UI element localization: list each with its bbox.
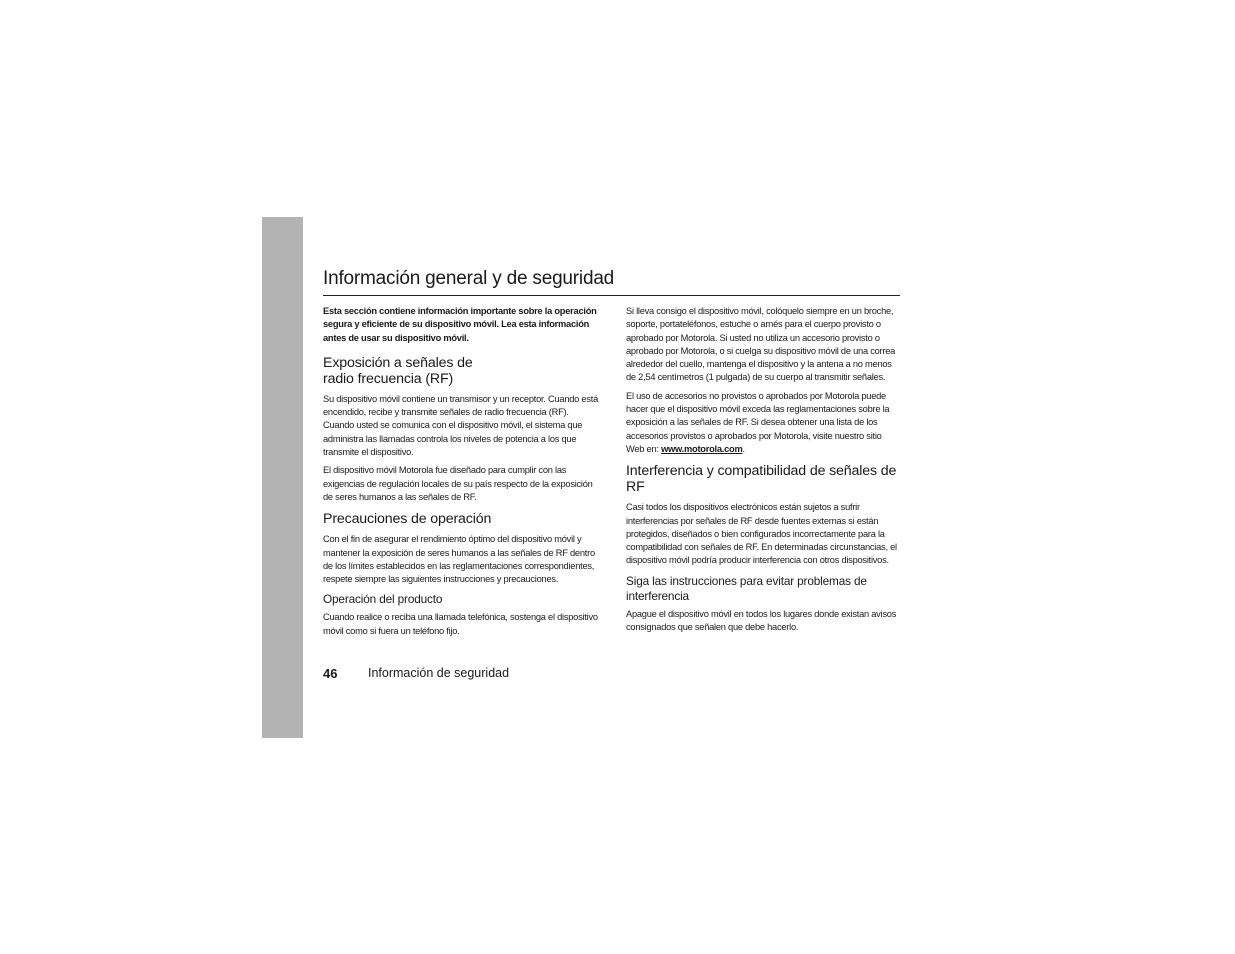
operation-paragraph: Cuando realice o reciba una llamada telefónica, sostenga el dispositivo móvil como si fuera un teléfono fijo. [323,612,598,636]
footer-section-title: Información de seguridad [368,666,510,680]
instructions-heading: Siga las instrucciones para evitar problemas de interferencia [626,573,867,603]
motorola-website-link[interactable]: www.motorola.com [661,443,743,454]
intro-paragraph: Esta sección contiene información importante sobre la operación segura y eficiente de su dispositivo móvil. Lea esta información antes de usar su dispositivo móvil. [323,306,597,343]
period: . [742,443,745,454]
left-column [323,305,599,643]
right-column [626,305,902,639]
interference-heading: Interferencia y compatibilidad de señales de RF [626,463,897,496]
side-tab [262,217,303,738]
operation-heading: Operación del producto [323,592,443,607]
rf-paragraph-1: Su dispositivo móvil contiene un transmisor y un receptor. Cuando está encendido, recibe y transmite señales de radio frecuencia (RF). Cuando usted se comunica con el dispositivo móvil, el sistema que administra las llamadas controla los niveles de potencia a los que transmite el dispositivo. [323,393,598,458]
precautions-paragraph: Con el fin de asegurar el rendimiento óptimo del dispositivo móvil y mantener la exposición de seres humanos a las señales de RF dentro de los límites establecidos en las reglamentaciones correspondientes, respete siempre las siguientes instrucciones y precauciones. [323,534,595,585]
instructions-paragraph: Apague el dispositivo móvil en todos los lugares donde existan avisos consignados que señalen que debe hacerlo. [626,608,897,633]
rf-paragraph-2: El dispositivo móvil Motorola fue diseñado para cumplir con las exigencias de regulación locales de su país respecto de la exposición de seres humanos a las señales de RF. [323,465,593,502]
title-rule [323,295,900,296]
accessory-list-paragraph [626,390,902,456]
rf-heading: Exposición a señales de radio frecuencia (RF) [323,354,473,387]
interference-paragraph: Casi todos los dispositivos electrónicos están sujetos a sufrir interferencias por señales de RF desde fuentes externas si están protegidos, diseñados o bien configurados incorrectamente para la compatibilidad con señales de RF. En determinadas circunstancias, el dispositivo móvil podría producir interferencia con otros dispositivos. [626,502,897,566]
page-title: Información general y de seguridad [323,268,615,289]
accessory-list-text: El uso de accesorios no provistos o aprobados por Motorola puede hacer que el dispositivo móvil exceda las reglamentaciones sobre la exposición a las señales de RF. Si desea obtener una lista de los accesorios provistos o aprobados por Motorola, visite nuestro sitio Web en: [626,390,890,454]
precautions-heading: Precauciones de operación [323,511,492,528]
page-number: 46 [323,666,338,681]
accessory-paragraph: Si lleva consigo el dispositivo móvil, colóquelo siempre en un broche, soporte, portateléfonos, estuche o arnés para el cuerpo provisto o aprobado por Motorola. Si usted no utiliza un accesorio provisto o aprobado por Motorola, o si cuelga su dispositivo móvil de una correa alrededor del cuello, mantenga el dispositivo y la antena a no menos de 2,54 centímetros (1 pulgada) de su cuerpo al transmitir señales. [626,306,896,383]
